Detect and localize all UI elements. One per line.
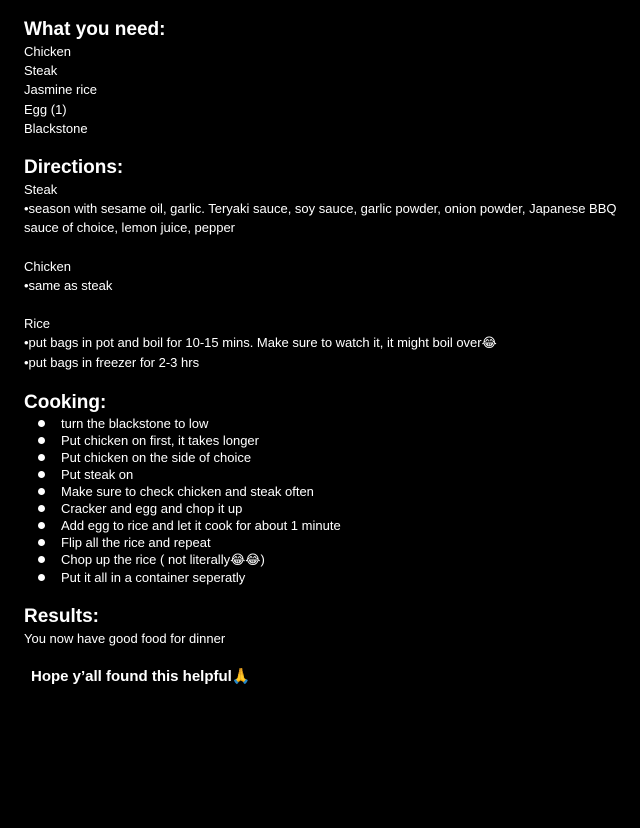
closing-text: Hope y’all found this helpful <box>31 667 232 685</box>
recipe-note <box>24 18 620 687</box>
rice-line-1 <box>24 333 620 353</box>
laughing-emoji-icon: 😂 <box>481 336 497 352</box>
rice-line-2: •put bags in freezer for 2-3 hrs <box>24 355 200 371</box>
bullet-icon <box>38 437 45 444</box>
bullet-icon <box>38 522 45 529</box>
praying-hands-emoji-icon: 🙏 <box>231 666 251 685</box>
rice-line-1-text: •put bags in pot and boil for 10-15 mins. Make sure to watch it, it might boil over <box>24 335 482 351</box>
list-item <box>24 551 620 569</box>
list-item <box>24 415 620 432</box>
need-item: Chicken <box>24 44 71 59</box>
bullet-icon <box>38 420 45 427</box>
chicken-title: Chicken <box>24 258 71 274</box>
chicken-text: •same as steak <box>24 277 113 293</box>
results-section <box>24 605 620 648</box>
closing-line <box>24 666 620 687</box>
list-item <box>24 466 620 483</box>
bullet-icon <box>38 556 45 563</box>
list-item <box>24 432 620 449</box>
cooking-step-text: Cracker and egg and chop it up <box>61 501 243 517</box>
need-heading: What you need: <box>24 19 166 40</box>
cooking-step-text: Chop up the rice ( not literally <box>61 552 231 568</box>
bullet-icon <box>38 505 45 512</box>
cooking-step-text: Put chicken on first, it takes longer <box>61 432 259 448</box>
need-item: Blackstone <box>24 120 88 136</box>
cooking-step-text: Put it all in a container seperatly <box>61 570 246 586</box>
steak-text: •season with sesame oil, garlic. Teryaki sauce, soy sauce, garlic powder, onion powder, Japanese BBQ sauce of choice, lemon juice, pepper <box>24 201 617 236</box>
cooking-step-text: Flip all the rice and repeat <box>61 535 211 551</box>
list-item <box>24 449 620 466</box>
results-text: You now have good food for dinner <box>24 630 226 646</box>
rice-title: Rice <box>24 316 51 332</box>
cooking-step-text: Put chicken on the side of choice <box>61 449 252 465</box>
need-item: Jasmine rice <box>24 82 97 98</box>
bullet-icon <box>38 471 45 478</box>
list-item <box>24 483 620 500</box>
list-item <box>24 517 620 534</box>
list-item <box>24 569 620 586</box>
cooking-step-text: turn the blackstone to low <box>61 415 209 431</box>
cooking-step-text: Add egg to rice and let it cook for about 1 minute <box>61 518 341 534</box>
steak-title: Steak <box>24 182 58 198</box>
bullet-icon <box>38 488 45 495</box>
cooking-section <box>24 391 620 587</box>
cooking-step-suffix: ) <box>260 552 265 568</box>
list-item <box>24 534 620 551</box>
laughing-emoji-icon: 😂😂 <box>230 553 261 569</box>
need-item: Egg (1) <box>24 101 67 117</box>
cooking-step-text: Make sure to check chicken and steak often <box>61 484 314 500</box>
bullet-icon <box>38 454 45 461</box>
directions-section <box>24 156 620 373</box>
need-item: Steak <box>24 63 58 79</box>
directions-heading: Directions: <box>24 157 124 179</box>
results-heading: Results: <box>24 605 99 627</box>
bullet-icon <box>38 539 45 546</box>
bullet-icon <box>38 574 45 581</box>
list-item <box>24 500 620 517</box>
need-section <box>24 18 620 138</box>
cooking-steps-list <box>24 415 620 587</box>
cooking-heading: Cooking: <box>24 391 107 413</box>
cooking-step-text: Put steak on <box>61 466 134 482</box>
